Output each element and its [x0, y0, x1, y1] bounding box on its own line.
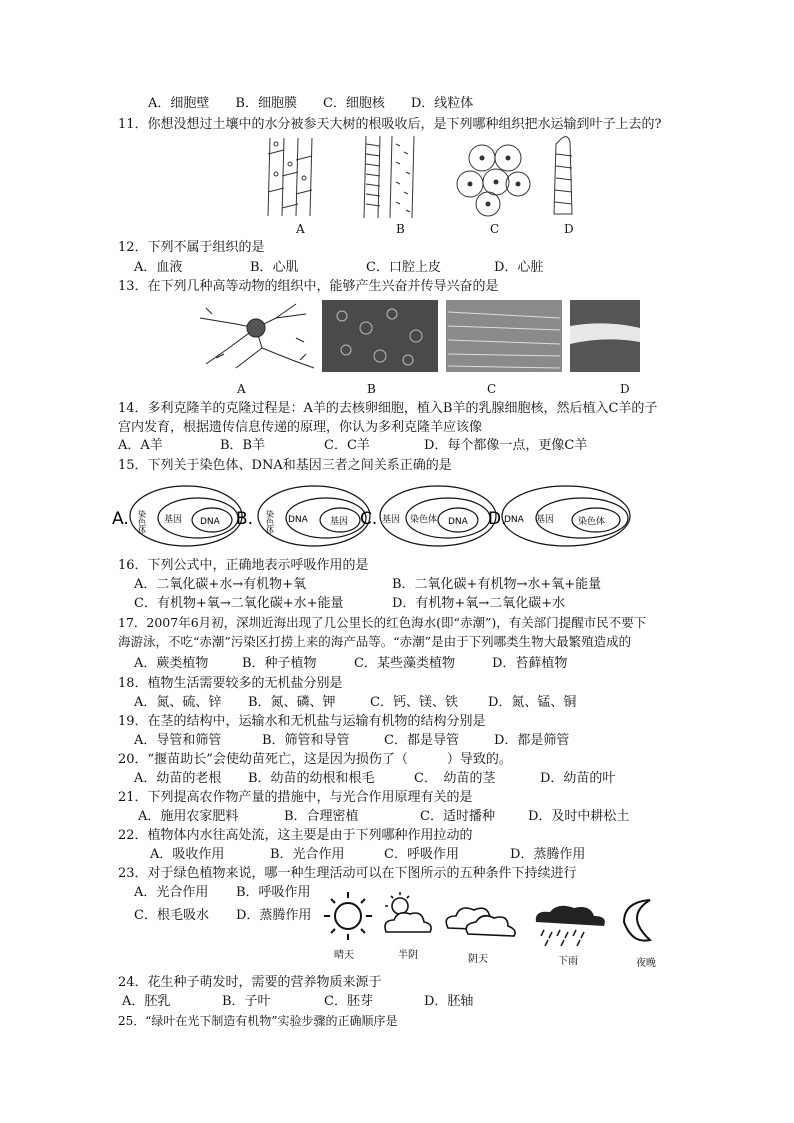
q22-option-a: A．吸收作用: [150, 847, 225, 862]
q15-b-outer: 染色体: [265, 510, 275, 534]
q21-option-b: B．合理密植: [284, 809, 359, 824]
q17-option-d: D．苔藓植物: [492, 656, 568, 671]
q13-label-a: A: [237, 382, 246, 396]
q15-letter-b: B.: [236, 509, 254, 529]
q15-letter-d: D.: [488, 509, 507, 529]
q11-label-a: A: [296, 222, 305, 236]
q21-option-a: A．施用农家肥料: [138, 809, 239, 824]
q15-stem: 15．下列关于染色体、DNA和基因三者之间关系正确的是: [118, 458, 452, 473]
q15-d-inner: 染色体: [578, 517, 606, 527]
q15-letter-a: A.: [112, 509, 129, 529]
rain-icon: [536, 906, 605, 946]
q23-option-a: A．光合作用: [134, 885, 209, 900]
q20-option-b: B．幼苗的幼根和根毛: [248, 771, 375, 786]
q18-option-a: A．氮、硫、锌: [134, 695, 222, 710]
q19-option-a: A．导管和筛管: [134, 733, 222, 748]
q11-figure-d: [554, 137, 572, 214]
q12-option-b: B．心肌: [250, 260, 299, 275]
q15-d-middle: 基因: [536, 515, 555, 525]
q24-option-a: A．胚乳: [122, 994, 171, 1009]
q12-option-d: D．心脏: [494, 260, 544, 275]
q19-option-c: C．都是导管: [384, 733, 459, 748]
q15-d-outer: DNA: [504, 515, 524, 525]
q13-figure-b: [322, 300, 438, 372]
q19-option-b: B．筛管和导管: [262, 733, 350, 748]
q15-a-middle: 基因: [164, 515, 183, 525]
q16-stem: 16．下列公式中，正确地表示呼吸作用的是: [118, 558, 369, 573]
q11-figure-a: [268, 138, 312, 216]
q13-label-d: D: [620, 382, 630, 396]
q14-option-b: B．B羊: [220, 438, 266, 453]
q15-a-inner: DNA: [200, 517, 220, 527]
q13-figure-c: [446, 300, 562, 372]
q11-label-b: B: [396, 222, 405, 236]
q15-diagram-a: [130, 486, 242, 546]
weather-label-partly: 半阴: [398, 950, 418, 961]
q16-option-b: B．二氧化碳+有机物→水+氧+能量: [392, 577, 602, 592]
q21-option-c: C．适时播种: [420, 809, 495, 824]
q12-stem: 12．下列不属于组织的是: [118, 240, 265, 255]
q20-option-a: A．幼苗的老根: [134, 771, 222, 786]
q15-c-inner: DNA: [448, 517, 468, 527]
q10-options: A．细胞壁 B．细胞膜 C．细胞核 D．线粒体: [148, 96, 474, 111]
q11-stem: 11．你想没想过土壤中的水分被参天大树的根吸收后，是下列哪种组织把水运输到叶子上去的?: [118, 117, 662, 132]
q16-option-d: D．有机物+氧→二氧化碳+水: [392, 596, 566, 611]
q23-option-d: D．蒸腾作用: [236, 908, 312, 923]
q14-option-d: D．每个都像一点，更像C羊: [424, 438, 588, 453]
q13-label-c: C: [487, 382, 497, 396]
q17-option-a: A．蕨类植物: [134, 656, 209, 671]
q23-weather-figure: [318, 886, 678, 972]
q18-option-c: C．钙、镁、铁: [370, 695, 458, 710]
q11-figure-b: [364, 136, 414, 218]
q18-stem: 18．植物生活需要较多的无机盐分别是: [118, 676, 343, 691]
q14-stem-line1: 14．多利克隆羊的克隆过程是：A羊的去核卵细胞，植入B羊的乳腺细胞核，然后植入C羊的子: [118, 401, 658, 416]
q11-label-d: D: [564, 222, 574, 236]
q14-stem-line2: 宫内发育，根据遗传信息传递的原理，你认为多利克隆羊应该像: [118, 420, 483, 435]
q19-stem: 19．在茎的结构中，运输水和无机盐与运输有机物的结构分别是: [118, 714, 486, 729]
q21-stem: 21．下列提高农作物产量的措施中，与光合作用原理有关的是: [118, 790, 473, 805]
q20-option-d: D．幼苗的叶: [540, 771, 616, 786]
q14-option-c: C．C羊: [324, 438, 370, 453]
q23-option-c: C．根毛吸水: [134, 908, 209, 923]
q12-option-a: A．血液: [134, 260, 183, 275]
q15-c-outer: 基因: [382, 515, 401, 525]
q13-figure-a: [200, 304, 314, 368]
q14-option-a: A．A羊: [118, 438, 163, 453]
q17-option-b: B．种子植物: [242, 656, 317, 671]
q15-diagram-b: [258, 486, 370, 546]
q11-tissue-figures: [262, 134, 592, 220]
q12-option-c: C．口腔上皮: [366, 260, 441, 275]
partly-cloudy-icon: [385, 892, 431, 932]
q25-stem: 25．“绿叶在光下制造有机物”实验步骤的正确顺序是: [118, 1014, 398, 1028]
weather-label-night: 夜晚: [636, 958, 656, 969]
q15-a-outer: 染色体: [137, 510, 147, 534]
q17-stem-line2: 海游泳，不吃“赤潮”污染区打捞上来的海产品等。“赤潮”是由于下列哪类生物大最繁殖造成的: [118, 634, 632, 649]
weather-label-sunny: 晴天: [334, 950, 354, 961]
q22-option-b: B．光合作用: [270, 847, 345, 862]
q23-stem: 23．对于绿色植物来说，哪一种生理活动可以在下图所示的五种条件下持续进行: [118, 866, 577, 881]
weather-label-overcast: 阴天: [468, 954, 488, 965]
q18-option-b: B．氮、磷、钾: [248, 695, 336, 710]
q16-option-c: C．有机物+氧→二氧化碳+水+能量: [134, 596, 344, 611]
sun-icon: [324, 892, 372, 940]
cloudy-icon: [446, 908, 515, 936]
q24-option-c: C．胚芽: [324, 994, 373, 1009]
q22-stem: 22．植物体内水往高处流，这主要是由于下列哪种作用拉动的: [118, 828, 473, 843]
q17-option-c: C．某些藻类植物: [354, 656, 455, 671]
q23-option-b: B．呼吸作用: [236, 885, 311, 900]
moon-icon: [624, 900, 650, 941]
q11-figure-c: [457, 145, 530, 216]
q13-tissue-photos: [196, 298, 642, 374]
q15-b-middle: DNA: [288, 515, 308, 525]
q15-diagrams: [112, 484, 642, 550]
q24-option-d: D．胚轴: [424, 994, 474, 1009]
q22-option-c: C．呼吸作用: [384, 847, 459, 862]
q15-letter-c: C.: [360, 509, 378, 529]
q24-stem: 24．花生种子萌发时，需要的营养物质来源于: [118, 975, 382, 990]
weather-label-rain: 下雨: [558, 956, 578, 967]
q13-stem: 13．在下列几种高等动物的组织中，能够产生兴奋并传导兴奋的是: [118, 279, 499, 294]
q20-option-c: C． 幼苗的茎: [414, 771, 496, 786]
q11-label-c: C: [490, 222, 500, 236]
q20-stem: 20．“揠苗助长”会使幼苗死亡，这是因为损伤了（ ）导致的。: [118, 752, 512, 767]
q22-option-d: D．蒸腾作用: [510, 847, 586, 862]
q15-b-inner: 基因: [330, 517, 349, 527]
q24-option-b: B．子叶: [222, 994, 271, 1009]
q16-option-a: A．二氧化碳+水→有机物+氧: [134, 577, 307, 592]
q15-c-middle: 染色体: [410, 515, 438, 525]
q21-option-d: D．及时中耕松土: [528, 809, 630, 824]
q17-stem-line1: 17．2007年6月初，深圳近海出现了几公里长的红色海水(即“赤潮”)，有关部门提醒市民不要下: [118, 615, 647, 630]
q18-option-d: D．氮、锰、铜: [488, 695, 577, 710]
q19-option-d: D．都是筛管: [494, 733, 570, 748]
q13-label-b: B: [367, 382, 376, 396]
